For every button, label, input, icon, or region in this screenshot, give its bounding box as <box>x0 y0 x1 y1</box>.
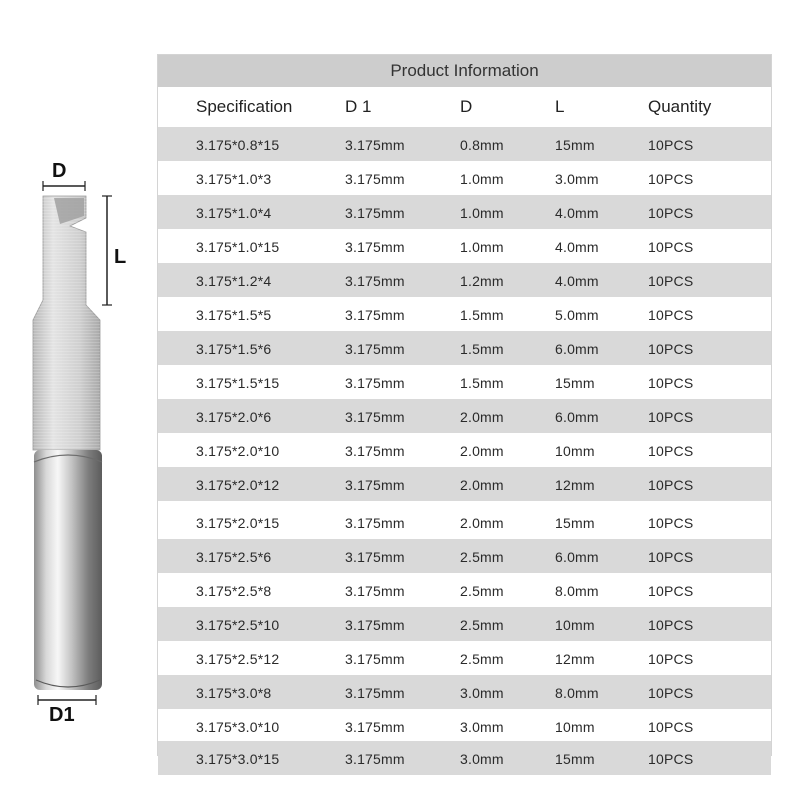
table-row <box>158 741 771 775</box>
cell-spec: 3.175*3.0*15 <box>196 751 280 767</box>
cell-l: 12mm <box>555 477 595 493</box>
cell-qty: 10PCS <box>648 719 694 735</box>
cell-l: 6.0mm <box>555 549 599 565</box>
table-row <box>158 641 771 675</box>
cell-spec: 3.175*1.0*4 <box>196 205 272 221</box>
cell-spec: 3.175*2.5*10 <box>196 617 280 633</box>
cell-d: 2.0mm <box>460 409 504 425</box>
cell-qty: 10PCS <box>648 751 694 767</box>
product-info-table <box>157 54 772 767</box>
cell-d: 1.5mm <box>460 341 504 357</box>
table-row <box>158 539 771 573</box>
cell-d: 0.8mm <box>460 137 504 153</box>
header-d: D <box>460 97 473 116</box>
cell-l: 12mm <box>555 651 595 667</box>
cell-d: 3.0mm <box>460 719 504 735</box>
cell-qty: 10PCS <box>648 651 694 667</box>
cell-d1: 3.175mm <box>345 443 405 459</box>
cell-qty: 10PCS <box>648 409 694 425</box>
table-row <box>158 229 771 263</box>
cell-d1: 3.175mm <box>345 205 405 221</box>
cell-l: 15mm <box>555 751 595 767</box>
cell-qty: 10PCS <box>648 617 694 633</box>
dimension-label-l: L <box>114 246 127 268</box>
cell-d1: 3.175mm <box>345 515 405 531</box>
table-row <box>158 573 771 607</box>
cell-d: 1.5mm <box>460 307 504 323</box>
end-mill-drawing <box>0 0 160 800</box>
cell-l: 6.0mm <box>555 341 599 357</box>
table-row <box>158 433 771 467</box>
cell-qty: 10PCS <box>648 515 694 531</box>
cell-d: 2.5mm <box>460 651 504 667</box>
cell-d1: 3.175mm <box>345 409 405 425</box>
cell-l: 4.0mm <box>555 273 599 289</box>
table-row <box>158 127 771 161</box>
cell-d: 2.0mm <box>460 443 504 459</box>
cell-spec: 3.175*3.0*8 <box>196 685 272 701</box>
shank <box>34 450 102 690</box>
cell-d: 1.0mm <box>460 171 504 187</box>
table-row <box>158 263 771 297</box>
cell-d1: 3.175mm <box>345 375 405 391</box>
cell-spec: 3.175*1.2*4 <box>196 273 272 289</box>
table-row <box>158 675 771 709</box>
cell-l: 10mm <box>555 443 595 459</box>
table-row <box>158 607 771 641</box>
cell-d1: 3.175mm <box>345 719 405 735</box>
cell-l: 6.0mm <box>555 409 599 425</box>
table-row <box>158 399 771 433</box>
cell-l: 8.0mm <box>555 685 599 701</box>
table-row <box>158 297 771 331</box>
cell-spec: 3.175*1.5*5 <box>196 307 272 323</box>
tool-diagram <box>0 0 160 800</box>
cell-d1: 3.175mm <box>345 651 405 667</box>
cell-spec: 3.175*2.0*6 <box>196 409 272 425</box>
cell-d: 1.2mm <box>460 273 504 289</box>
cell-l: 3.0mm <box>555 171 599 187</box>
cell-l: 8.0mm <box>555 583 599 599</box>
cell-d1: 3.175mm <box>345 477 405 493</box>
dimension-label-d1: D1 <box>49 704 75 726</box>
table-title: Product Information <box>158 55 771 87</box>
cell-spec: 3.175*3.0*10 <box>196 719 280 735</box>
cell-l: 15mm <box>555 137 595 153</box>
table-row <box>158 365 771 399</box>
cell-d1: 3.175mm <box>345 751 405 767</box>
cell-d1: 3.175mm <box>345 549 405 565</box>
table-body <box>158 127 771 767</box>
header-quantity: Quantity <box>648 97 712 116</box>
cell-qty: 10PCS <box>648 171 694 187</box>
cell-d1: 3.175mm <box>345 273 405 289</box>
header-d1: D 1 <box>345 97 372 116</box>
cell-spec: 3.175*0.8*15 <box>196 137 280 153</box>
cell-qty: 10PCS <box>648 205 694 221</box>
cell-spec: 3.175*2.5*8 <box>196 583 272 599</box>
table-header-row <box>158 87 771 127</box>
cell-d: 2.0mm <box>460 477 504 493</box>
cell-d1: 3.175mm <box>345 341 405 357</box>
table-row <box>158 467 771 501</box>
cell-l: 5.0mm <box>555 307 599 323</box>
cell-spec: 3.175*2.5*6 <box>196 549 272 565</box>
cell-spec: 3.175*1.0*3 <box>196 171 272 187</box>
cell-qty: 10PCS <box>648 375 694 391</box>
cell-d1: 3.175mm <box>345 583 405 599</box>
cell-l: 15mm <box>555 515 595 531</box>
cell-qty: 10PCS <box>648 307 694 323</box>
cell-spec: 3.175*2.5*12 <box>196 651 280 667</box>
table-row <box>158 709 771 743</box>
table-row <box>158 195 771 229</box>
cell-d1: 3.175mm <box>345 307 405 323</box>
cell-d1: 3.175mm <box>345 617 405 633</box>
cell-spec: 3.175*1.5*6 <box>196 341 272 357</box>
cell-d1: 3.175mm <box>345 171 405 187</box>
cell-d: 2.5mm <box>460 583 504 599</box>
cell-d: 2.0mm <box>460 515 504 531</box>
cell-qty: 10PCS <box>648 685 694 701</box>
cell-l: 4.0mm <box>555 205 599 221</box>
dimension-label-d: D <box>52 160 67 182</box>
table-row <box>158 331 771 365</box>
cell-qty: 10PCS <box>648 273 694 289</box>
table-row <box>158 505 771 539</box>
cell-l: 15mm <box>555 375 595 391</box>
cell-d: 1.0mm <box>460 239 504 255</box>
cell-d1: 3.175mm <box>345 685 405 701</box>
cell-spec: 3.175*1.5*15 <box>196 375 280 391</box>
cell-l: 4.0mm <box>555 239 599 255</box>
cell-qty: 10PCS <box>648 239 694 255</box>
cell-l: 10mm <box>555 719 595 735</box>
cell-qty: 10PCS <box>648 443 694 459</box>
cell-d: 2.5mm <box>460 617 504 633</box>
cell-d: 3.0mm <box>460 685 504 701</box>
cell-qty: 10PCS <box>648 549 694 565</box>
cell-d: 3.0mm <box>460 751 504 767</box>
cell-l: 10mm <box>555 617 595 633</box>
cell-d: 2.5mm <box>460 549 504 565</box>
cell-d1: 3.175mm <box>345 137 405 153</box>
header-l: L <box>555 97 565 116</box>
table-row <box>158 161 771 195</box>
cell-spec: 3.175*2.0*12 <box>196 477 280 493</box>
cell-d: 1.0mm <box>460 205 504 221</box>
header-specification: Specification <box>196 97 293 116</box>
cell-d: 1.5mm <box>460 375 504 391</box>
cell-spec: 3.175*2.0*15 <box>196 515 280 531</box>
cell-d1: 3.175mm <box>345 239 405 255</box>
cell-spec: 3.175*1.0*15 <box>196 239 280 255</box>
cell-qty: 10PCS <box>648 137 694 153</box>
cell-spec: 3.175*2.0*10 <box>196 443 280 459</box>
cell-qty: 10PCS <box>648 477 694 493</box>
cell-qty: 10PCS <box>648 341 694 357</box>
cell-qty: 10PCS <box>648 583 694 599</box>
